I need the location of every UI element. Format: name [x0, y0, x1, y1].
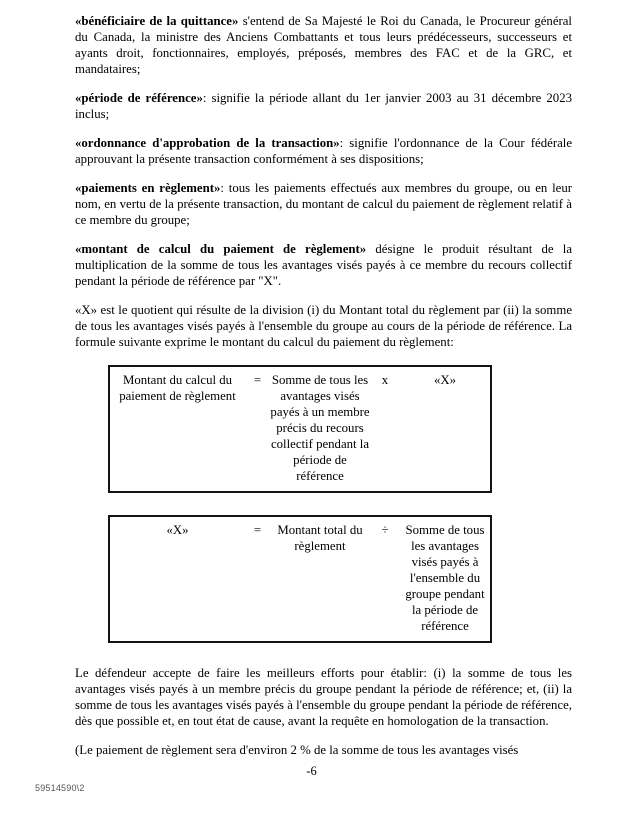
- defined-term: «période de référence»: [75, 91, 203, 105]
- paragraph-paiement-environ: [75, 742, 572, 758]
- equals-sign: =: [253, 373, 262, 387]
- paragraph-text: s'entend de Sa Majesté le Roi du Canada, le Procureur général du Canada, la ministre des Anciens Combattants et tous leurs prédécesseurs, successeurs et ayants droit, fonctionnaires, employés, préposés, membres des FAC et de la GRC, et mandataires;: [75, 14, 572, 76]
- formula-operand-2: Somme de tous les avantages visés payés à l'ensemble du groupe pendant la période de référence: [405, 523, 485, 633]
- paragraph-montant-calcul: [75, 241, 572, 289]
- defined-term: «paiements en règlement»: [75, 181, 221, 195]
- document-id: 59514590\2: [35, 783, 85, 793]
- paragraph-text: Le défendeur accepte de faire les meilleurs efforts pour établir: (i) la somme de tous les avantages visés payés à un membre précis du groupe pendant la période de référence; et, (ii) la somme de tous les avantages visés payés à l'ensemble du groupe pendant la période de référence, dès que possible et, en tout état de cause, avant la requête en homologation de la transaction.: [75, 666, 572, 728]
- formula-table-x: [108, 515, 492, 643]
- multiplication-sign: x: [381, 373, 389, 387]
- paragraph-periode-reference: [75, 90, 572, 122]
- formula-table-montant-calcul: [108, 365, 492, 493]
- paragraph-text: : signifie l'ordonnance de la Cour fédérale approuvant la présente transaction conformément à ses dispositions;: [75, 136, 572, 166]
- paragraph-ordonnance-approbation: [75, 135, 572, 167]
- defined-term: «ordonnance d'approbation de la transaction»: [75, 136, 340, 150]
- paragraph-beneficiaire-quittance: [75, 13, 572, 77]
- defined-term: «montant de calcul du paiement de règlement»: [75, 242, 367, 256]
- paragraph-text: (Le paiement de règlement sera d'environ 2 % de la somme de tous les avantages visés: [75, 743, 519, 757]
- paragraph-text: : signifie la période allant du 1er janvier 2003 au 31 décembre 2023 inclus;: [75, 91, 572, 121]
- formula-operand-1: Somme de tous les avantages visés payés à un membre précis du recours collectif pendant la période de référence: [270, 373, 370, 483]
- paragraph-text: : tous les paiements effectués aux membres du groupe, ou en leur nom, en vertu de la présente transaction, du montant de calcul du paiement de règlement relatif à ce membre du groupe;: [75, 181, 572, 227]
- paragraph-text: «X» est le quotient qui résulte de la division (i) du Montant total du règlement par (ii) la somme de tous les avantages visés payés à l'ensemble du groupe au cours de la période de référence. La formule suivante exprime le montant du calcul du paiement du règlement:: [75, 303, 572, 349]
- paragraph-x-quotient: [75, 302, 572, 350]
- formula-operand-1: Montant total du règlement: [277, 523, 363, 553]
- defined-term: «bénéficiaire de la quittance»: [75, 14, 239, 28]
- paragraph-paiements-reglement: [75, 180, 572, 228]
- formula-operand-2: «X»: [433, 373, 457, 387]
- page-content: [75, 13, 572, 771]
- formula-lhs: «X»: [166, 523, 189, 537]
- formula-lhs: Montant du calcul du paiement de règlement: [119, 373, 236, 403]
- division-sign: ÷: [381, 523, 389, 537]
- page-number: -6: [306, 764, 317, 778]
- equals-sign: =: [253, 523, 262, 537]
- paragraph-text: désigne le produit résultant de la multiplication de la somme de tous les avantages visés payés à ce membre du recours collectif pendant la période de référence par "X".: [75, 242, 572, 288]
- paragraph-defendeur-efforts: [75, 665, 572, 729]
